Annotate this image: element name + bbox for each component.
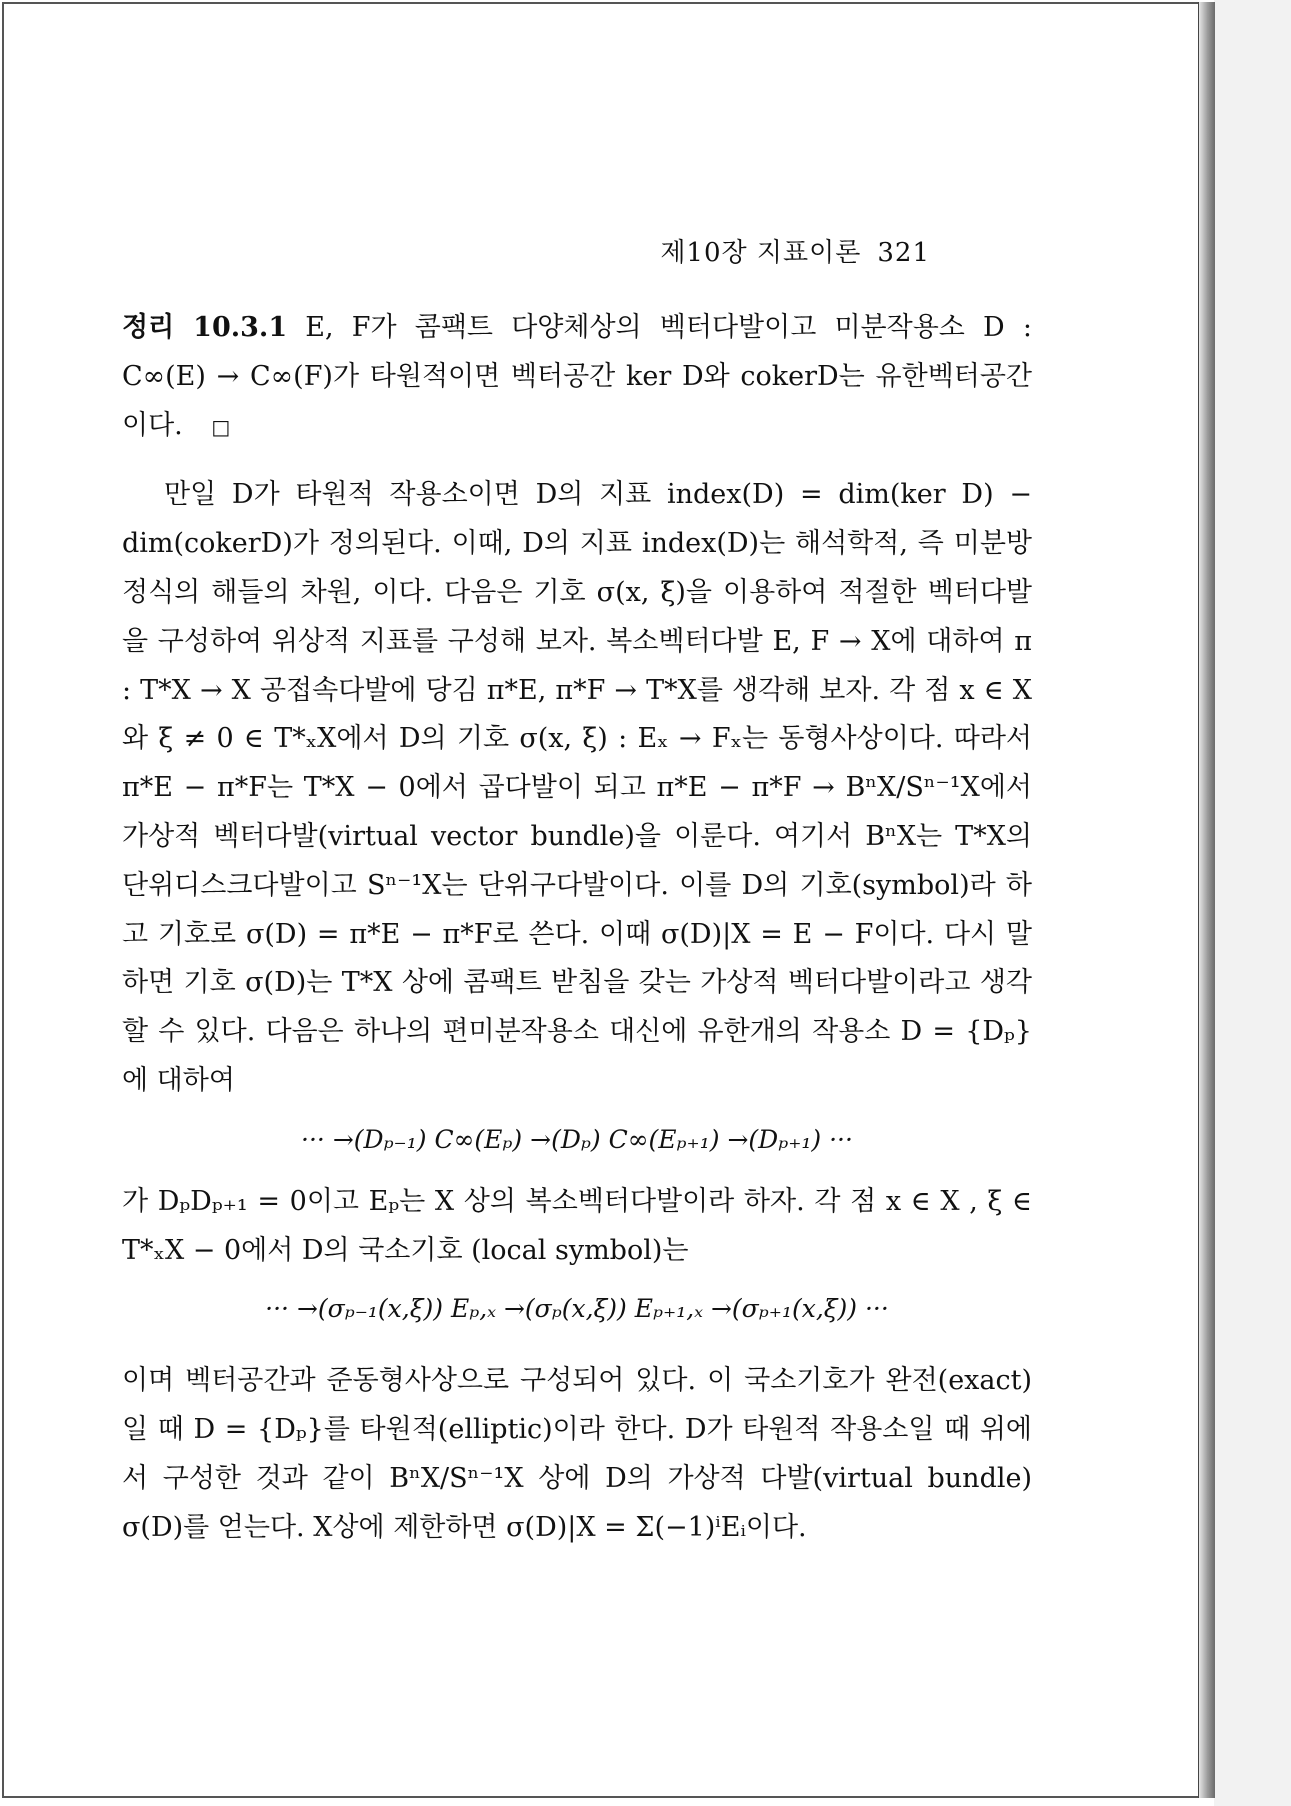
book-page [2, 2, 1200, 1798]
complex-sequence-display: ··· →(Dₚ₋₁) C∞(Eₚ) →(Dₚ) C∞(Eₚ₊₁) →(Dₚ₊₁) ··· [301, 1124, 853, 1154]
paragraph-local-symbol: 가 DₚDₚ₊₁ = 0이고 Eₚ는 X 상의 복소벡터다발이라 하자. 각 점 x ∈ X , ξ ∈ T*ₓX − 0에서 D의 국소기호 (local symbol)는 [122, 1185, 1032, 1266]
running-header [660, 232, 930, 269]
paragraph-elliptic-complex: 이며 벡터공간과 준동형사상으로 구성되어 있다. 이 국소기호가 완전(exact)일 때 D = {Dₚ}를 타원적(elliptic)이라 한다. D가 타원적 작용소일 때 위에서 구성한 것과 같이 BⁿX/Sⁿ⁻¹X 상에 D의 가상적 다발(virtual bundle) σ(D)를 얻는다. X상에 제한하면 σ(D)|X = Σ(−1)ⁱEᵢ이다. [122, 1365, 1032, 1543]
chapter-title: 제10장 지표이론 [660, 238, 862, 268]
page-number: 321 [877, 238, 930, 268]
spacer [122, 1347, 1032, 1357]
theorem-text: E, F가 콤팩트 다양체상의 벡터다발이고 미분작용소 D : C∞(E) → C∞(F)가 타원적이면 벡터공간 ker D와 cokerD는 유한벡터공간이다. [122, 312, 1032, 441]
local-symbol-sequence-display: ··· →(σₚ₋₁(x,ξ)) Eₚ,ₓ →(σₚ(x,ξ)) Eₚ₊₁,ₓ →(σₚ₊₁(x,ξ)) ··· [265, 1294, 889, 1324]
page-edge-shadow [1198, 2, 1215, 1798]
end-of-proof-mark: □ [211, 414, 231, 439]
theorem-block [122, 304, 1032, 451]
page-content [122, 304, 1032, 1553]
background [1214, 0, 1291, 1806]
theorem-label: 정리 10.3.1 [122, 312, 288, 343]
paragraph-index-definition: 만일 D가 타원적 작용소이면 D의 지표 index(D) = dim(ker D) − dim(cokerD)가 정의된다. 이때, D의 지표 index(D)는 해석학적, 즉 미분방정식의 해들의 차원, 이다. 다음은 기호 σ(x, ξ)을 이용하여 적절한 벡터다발을 구성하여 위상적 지표를 구성해 보자. 복소벡터다발 E, F → X에 대하여 π : T*X → X 공접속다발에 당김 π*E, π*F → T*X를 생각해 보자. 각 점 x ∈ X와 ξ ≠ 0 ∈ T*ₓX에서 D의 기호 σ(x, ξ) : Eₓ → Fₓ는 동형사상이다. 따라서 π*E − π*F는 T*X − 0에서 곱다발이 되고 π*E − π*F → BⁿX/Sⁿ⁻¹X에서 가상적 벡터다발(virtual vector bundle)을 이룬다. 여기서 BⁿX는 T*X의 단위디스크다발이고 Sⁿ⁻¹X는 단위구다발이다. 이를 D의 기호(symbol)라 하고 기호로 σ(D) = π*E − π*F로 쓴다. 이때 σ(D)|X = E − F이다. 다시 말하면 기호 σ(D)는 T*X 상에 콤팩트 받침을 갖는 가상적 벡터다발이라고 생각할 수 있다. 다음은 하나의 편미분작용소 대신에 유한개의 작용소 D = {Dₚ}에 대하여 [122, 479, 1032, 1096]
